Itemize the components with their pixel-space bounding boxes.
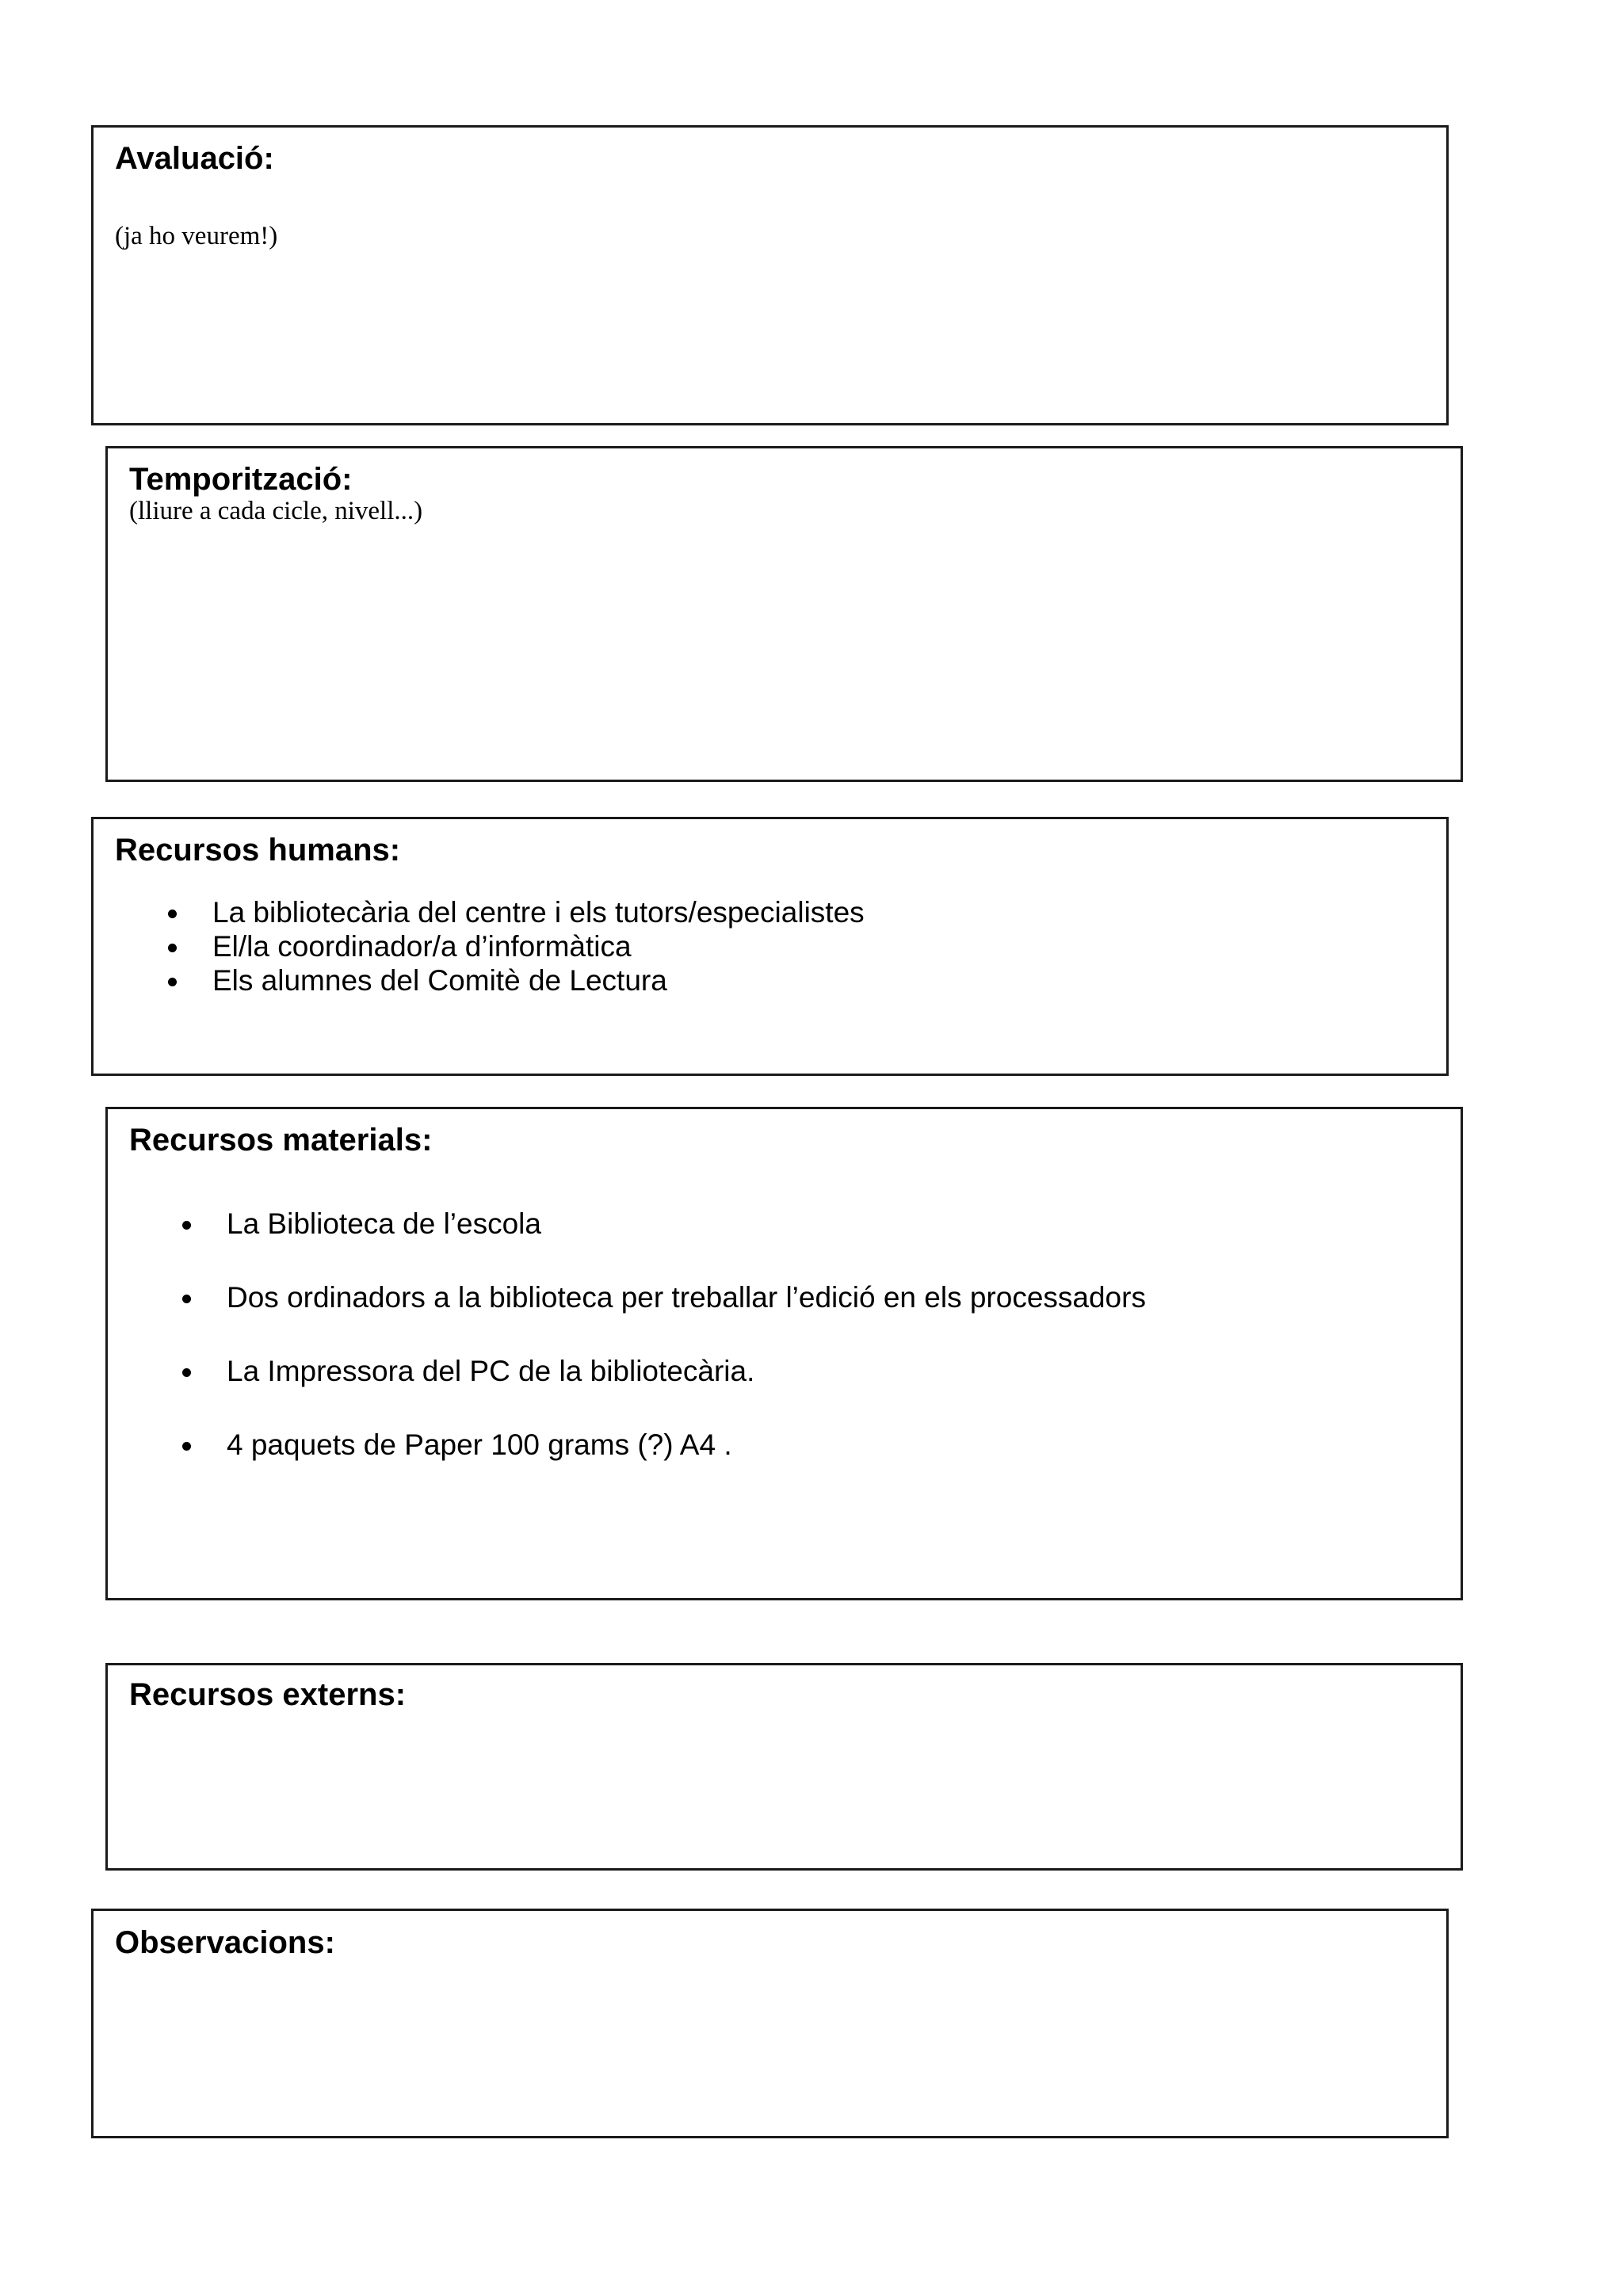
list-item: [212, 963, 865, 997]
temporitzacio-note: (lliure a cada cicle, nivell...): [129, 497, 423, 525]
list-item: [212, 929, 865, 963]
avaluacio-note: (ja ho veurem!): [115, 222, 278, 250]
bullet-icon: [182, 1442, 191, 1451]
bullet-icon: [168, 944, 177, 952]
recursos-humans-list: [212, 895, 865, 997]
temporitzacio-heading: Temporització:: [129, 462, 353, 497]
list-item-text: La bibliotecària del centre i els tutors/especialistes: [212, 896, 865, 929]
observacions-heading: Observacions:: [115, 1925, 335, 1960]
recursos-humans-heading: Recursos humans:: [115, 833, 401, 868]
bullet-icon: [182, 1295, 191, 1303]
recursos-humans-section: [91, 817, 1449, 1076]
bullet-icon: [182, 1221, 191, 1230]
list-item: [227, 1261, 1146, 1334]
list-item-text: Els alumnes del Comitè de Lectura: [212, 964, 667, 997]
recursos-externs-section: [105, 1663, 1463, 1871]
list-item: [212, 895, 865, 929]
recursos-externs-heading: Recursos externs:: [129, 1677, 407, 1712]
bullet-icon: [168, 978, 177, 986]
list-item-text: 4 paquets de Paper 100 grams (?) A4 .: [227, 1428, 732, 1461]
list-item: [227, 1408, 1146, 1482]
bullet-icon: [168, 910, 177, 918]
recursos-materials-heading: Recursos materials:: [129, 1123, 433, 1158]
avaluacio-heading: Avaluació:: [115, 141, 274, 176]
observacions-section: [91, 1909, 1449, 2138]
list-item: [227, 1187, 1146, 1261]
list-item-text: La Impressora del PC de la bibliotecària.: [227, 1355, 755, 1387]
temporitzacio-section: [105, 446, 1463, 782]
list-item: [227, 1334, 1146, 1408]
list-item-text: Dos ordinadors a la biblioteca per treballar l’edició en els processadors: [227, 1281, 1146, 1314]
avaluacio-section: [91, 125, 1449, 425]
recursos-materials-list: [227, 1187, 1146, 1482]
bullet-icon: [182, 1368, 191, 1377]
list-item-text: La Biblioteca de l’escola: [227, 1207, 541, 1240]
recursos-materials-section: [105, 1107, 1463, 1600]
list-item-text: El/la coordinador/a d’informàtica: [212, 930, 632, 963]
